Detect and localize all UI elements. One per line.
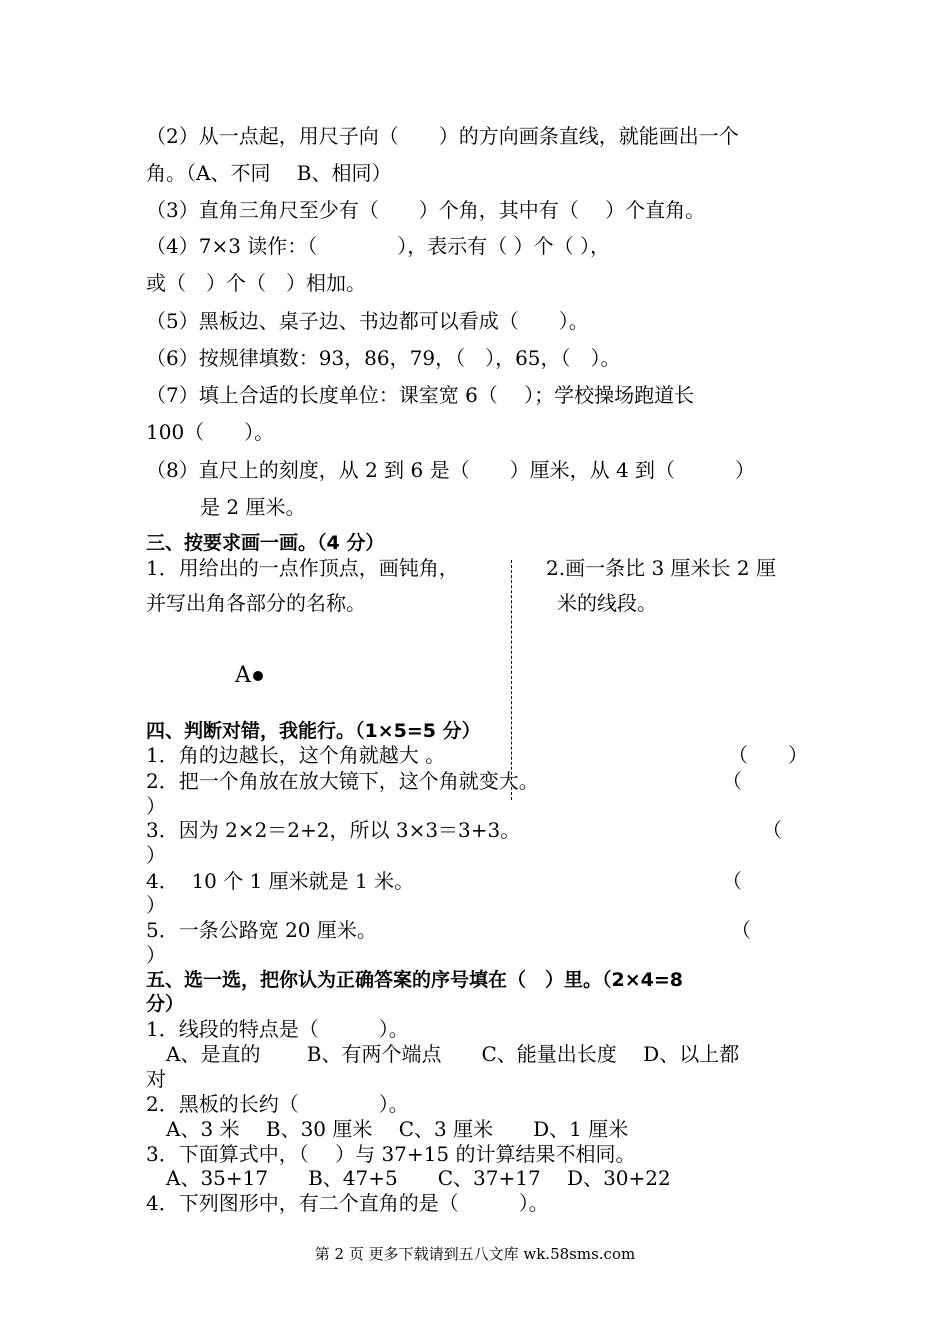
point-dot: [253, 671, 263, 681]
judge-item-2: 2．把一个角放在放大镜下，这个角就变大。: [146, 769, 539, 793]
choice-q2-options: A、3 米 B、30 厘米 C、3 厘米 D、1 厘米: [146, 1117, 629, 1141]
page-footer: 第 2 页 更多下载请到五八文库 wk.58sms.com: [314, 1245, 636, 1263]
judge-answer-5-close: ）: [146, 943, 166, 967]
judge-answer-4-open[interactable]: （: [722, 869, 742, 893]
judge-answer-2-open[interactable]: （: [722, 769, 742, 793]
q4-line1: （4）7×3 读作：（ ），表示有（ ）个（ ），: [146, 234, 611, 258]
choice-q1: 1．线段的特点是（ ）。: [146, 1017, 409, 1041]
choice-q3: 3．下面算式中，（ ）与 37+15 的计算结果不相同。: [146, 1142, 636, 1166]
q8-line1: （8）直尺上的刻度，从 2 到 6 是（ ）厘米，从 4 到（ ）: [146, 458, 756, 482]
judge-item-3: 3．因为 2×2＝2+2，所以 3×3＝3+3。: [146, 818, 521, 842]
judge-answer-4-close: ）: [146, 893, 166, 917]
q3-text: （3）直角三角尺至少有（ ）个角，其中有（ ）个直角。: [146, 198, 706, 222]
q2-line2: 角。（A、不同 B、相同）: [146, 161, 392, 185]
judge-answer-2-close: ）: [146, 794, 166, 818]
section3-left-line1: 1．用给出的一点作顶点，画钝角，: [146, 556, 459, 580]
choice-q4: 4．下列图形中，有二个直角的是（ ）。: [146, 1191, 549, 1215]
section5-title-line2: 分）: [146, 993, 185, 1015]
choice-q1-options: A、是直的 B、有两个端点 C、能量出长度 D、以上都: [146, 1042, 740, 1066]
point-a: [235, 664, 263, 688]
judge-answer-1[interactable]: （ ）: [728, 743, 808, 767]
section3-title: 三、按要求画一画。（4 分）: [146, 532, 385, 554]
q7-line2: 100（ ）。: [146, 420, 275, 444]
q2-line1: （2）从一点起，用尺子向（ ）的方向画条直线，就能画出一个: [146, 124, 739, 148]
section4-title: 四、判断对错，我能行。（1×5=5 分）: [146, 720, 481, 742]
q6-text: （6）按规律填数：93，86，79，（ ），65，（ ）。: [146, 346, 621, 370]
q7-line1: （7）填上合适的长度单位：课室宽 6（ ）；学校操场跑道长: [146, 383, 695, 407]
judge-item-1: 1．角的边越长，这个角就越大 。: [146, 743, 446, 767]
section3-right-line2: 米的线段。: [557, 591, 657, 615]
choice-q3-options: A、35+17 B、47+5 C、37+17 D、30+22: [146, 1166, 671, 1190]
divider-dashed-line: [511, 560, 512, 800]
judge-answer-5-open[interactable]: （: [731, 918, 751, 942]
choice-q2: 2．黑板的长约（ ）。: [146, 1092, 409, 1116]
choice-q1-options-cont: 对: [146, 1067, 166, 1091]
judge-item-4: 4． 10 个 1 厘米就是 1 米。: [146, 869, 415, 893]
judge-item-5: 5．一条公路宽 20 厘米。: [146, 918, 377, 942]
point-a-label: A: [235, 663, 251, 688]
section3-left-line2: 并写出角各部分的名称。: [146, 591, 366, 615]
section5-title-line1: 五、选一选，把你认为正确答案的序号填在（ ）里。（2×4=8: [146, 969, 684, 991]
q5-text: （5）黑板边、桌子边、书边都可以看成（ ）。: [146, 309, 589, 333]
section3-right-line1: 2.画一条比 3 厘米长 2 厘: [546, 556, 776, 580]
q4-line2: 或（ ）个（ ）相加。: [146, 271, 366, 295]
judge-answer-3-close: ）: [146, 843, 166, 867]
q8-line2: 是 2 厘米。: [200, 495, 306, 519]
judge-answer-3-open[interactable]: （: [762, 818, 782, 842]
